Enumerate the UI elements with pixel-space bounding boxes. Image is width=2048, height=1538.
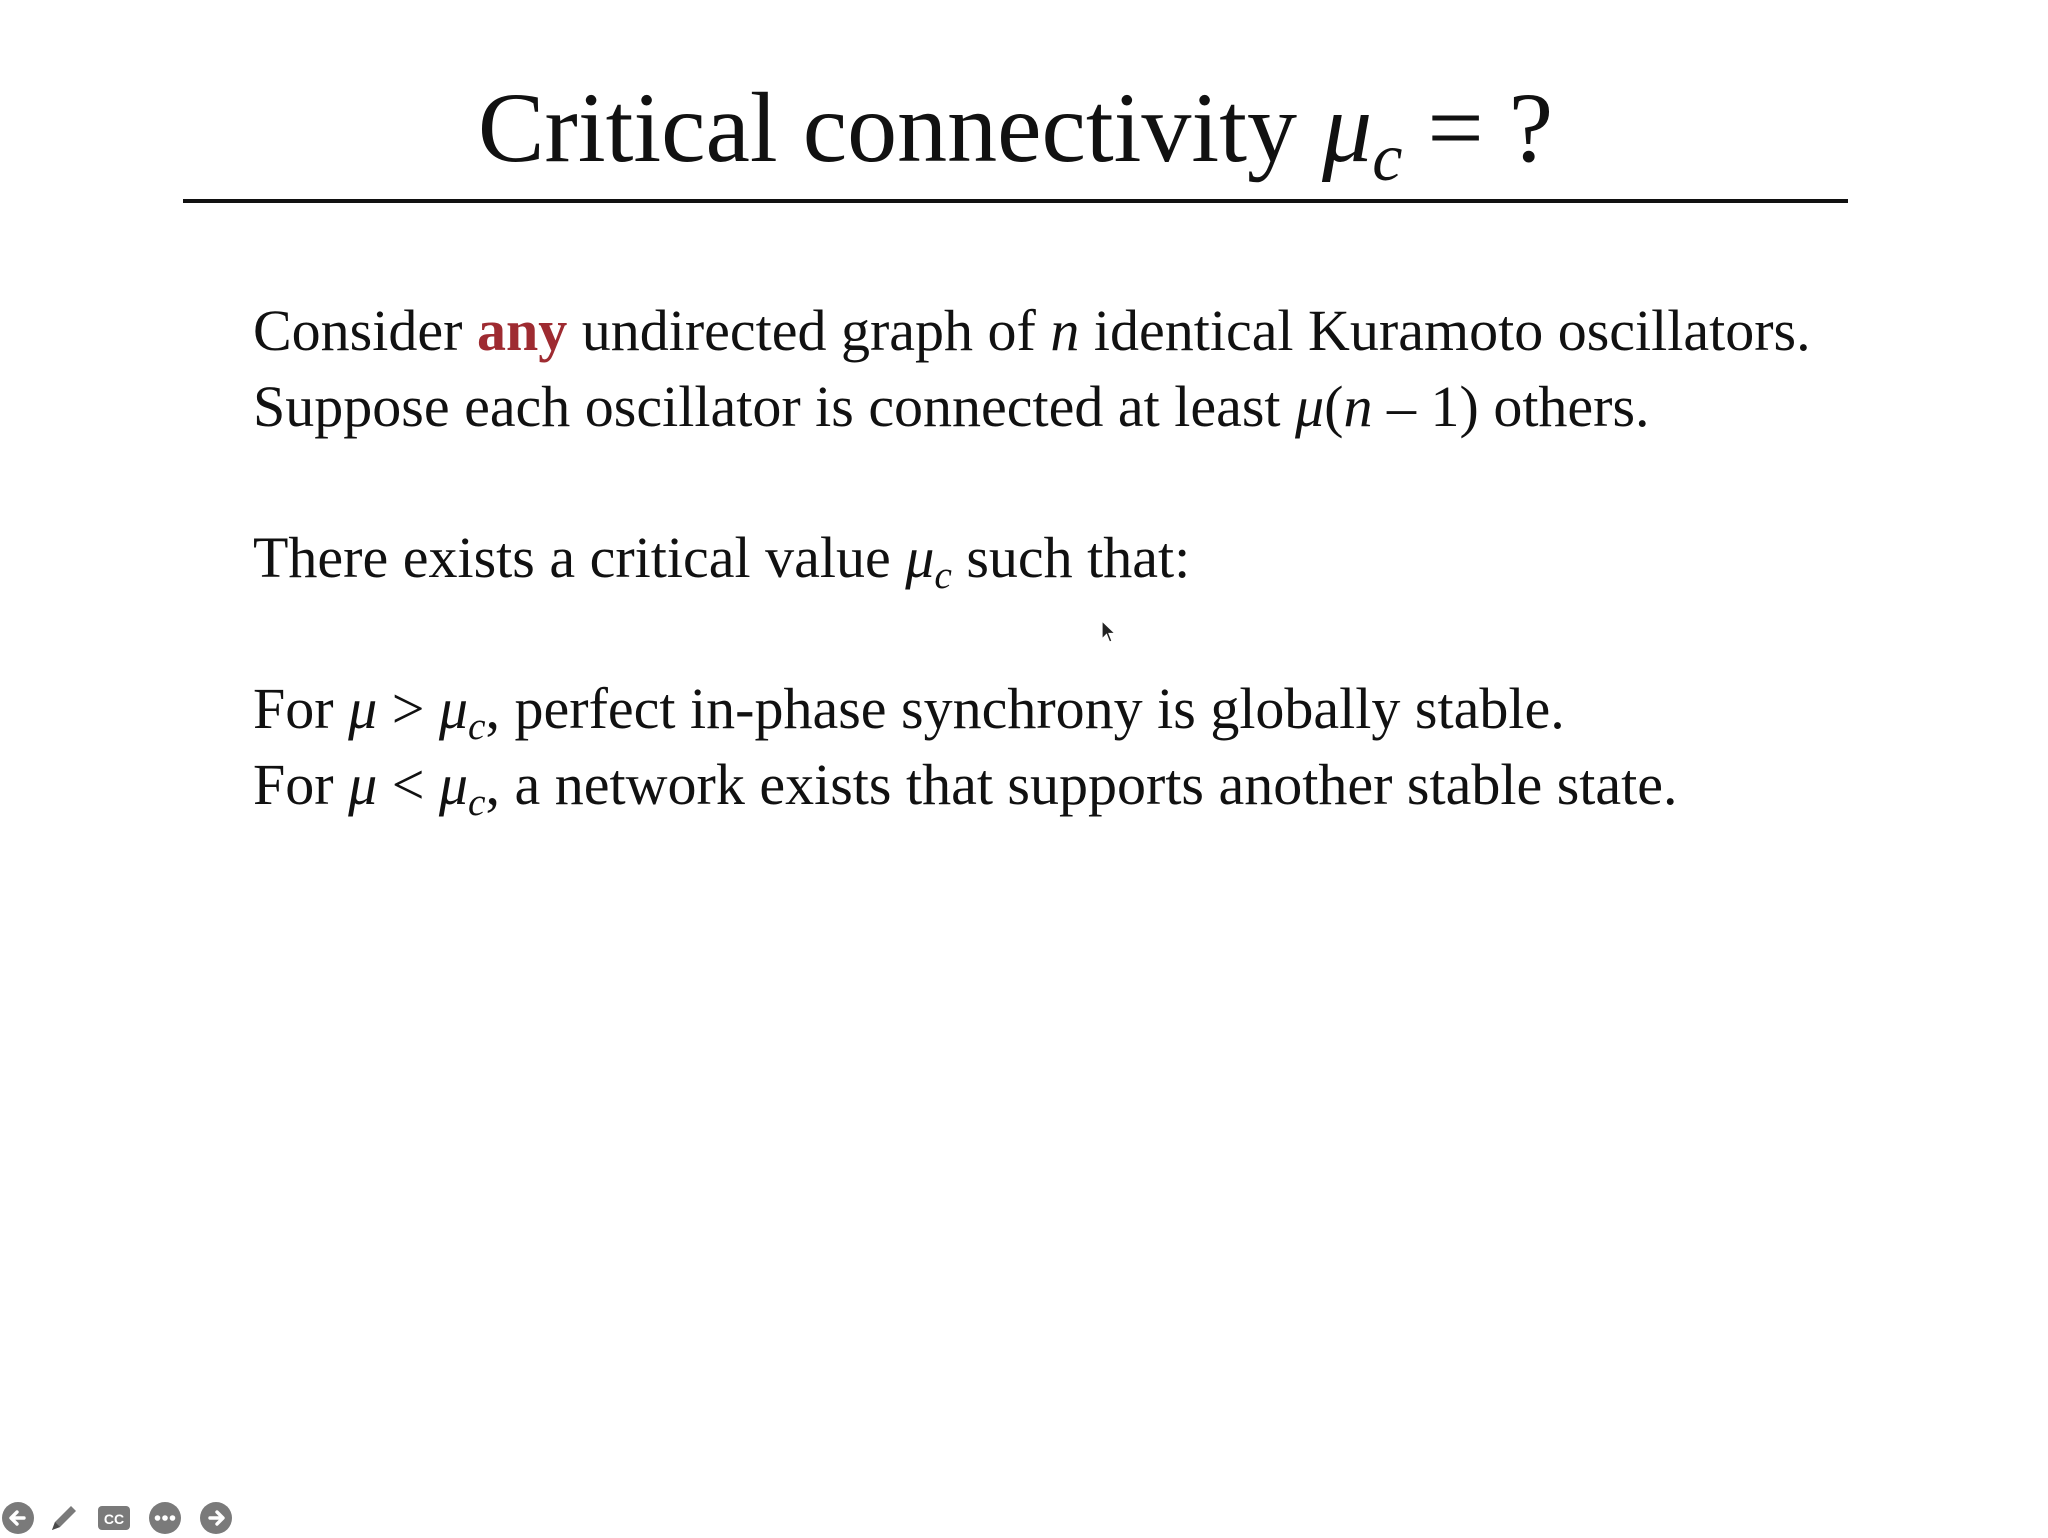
line-3-text-a: There exists a critical value (253, 525, 906, 590)
slide-title (183, 58, 1848, 198)
title-divider (183, 199, 1848, 203)
line-4-var-mu-c: μ (438, 676, 469, 741)
line-2-var-mu: μ (1295, 374, 1325, 439)
line-5-var-mu-c: μ (438, 752, 469, 817)
line-4-text-a: For (253, 676, 349, 741)
line-5-subscript: c (468, 780, 486, 825)
line-1-text-b: undirected graph of (567, 298, 1051, 363)
line-3-text-b: such that: (951, 525, 1191, 590)
pencil-icon (46, 1500, 82, 1536)
pen-tool-button[interactable] (46, 1500, 82, 1536)
line-5-operator: < (377, 752, 439, 817)
line-4-text-b: , perfect in-phase synchrony is globally stable. (485, 676, 1565, 741)
line-2-paren: ( (1324, 374, 1344, 439)
line-2-text-a: Suppose each oscillator is connected at least (253, 374, 1296, 439)
body-line-4 (253, 671, 1565, 747)
line-4-operator: > (377, 676, 439, 741)
ellipsis-circle-icon (147, 1500, 183, 1536)
title-suffix: = ? (1402, 72, 1554, 183)
arrow-left-circle-icon (0, 1500, 36, 1536)
presentation-controls (0, 1500, 240, 1536)
line-1-text-c: identical Kuramoto oscillators. (1079, 298, 1811, 363)
closed-captions-icon (96, 1500, 132, 1536)
body-line-2 (253, 369, 1650, 445)
next-slide-button[interactable] (198, 1500, 234, 1536)
line-3-subscript: c (934, 553, 952, 598)
line-5-var-mu: μ (348, 752, 378, 817)
body-line-1 (253, 293, 1811, 369)
line-5-text-a: For (253, 752, 349, 817)
more-options-button[interactable] (147, 1500, 183, 1536)
line-5-text-b: , a network exists that supports another stable state. (485, 752, 1678, 817)
line-3-var-mu: μ (905, 525, 935, 590)
line-2-text-b: – 1) others. (1372, 374, 1650, 439)
cc-label: CC (103, 1511, 125, 1527)
mouse-pointer-icon (1101, 620, 1117, 644)
closed-captions-button[interactable] (96, 1500, 132, 1536)
line-1-accent-word: any (476, 298, 568, 363)
title-mu-symbol: μ (1322, 72, 1373, 183)
line-2-var-n: n (1343, 374, 1373, 439)
line-1-text-a: Consider (253, 298, 477, 363)
arrow-right-circle-icon (198, 1500, 234, 1536)
title-text: Critical connectivity (477, 72, 1323, 183)
line-4-subscript: c (468, 704, 486, 749)
body-line-3 (253, 520, 1190, 596)
title-subscript: c (1372, 119, 1403, 196)
line-1-var-n: n (1050, 298, 1080, 363)
line-4-var-mu: μ (348, 676, 378, 741)
previous-slide-button[interactable] (0, 1500, 36, 1536)
body-line-5 (253, 747, 1678, 823)
